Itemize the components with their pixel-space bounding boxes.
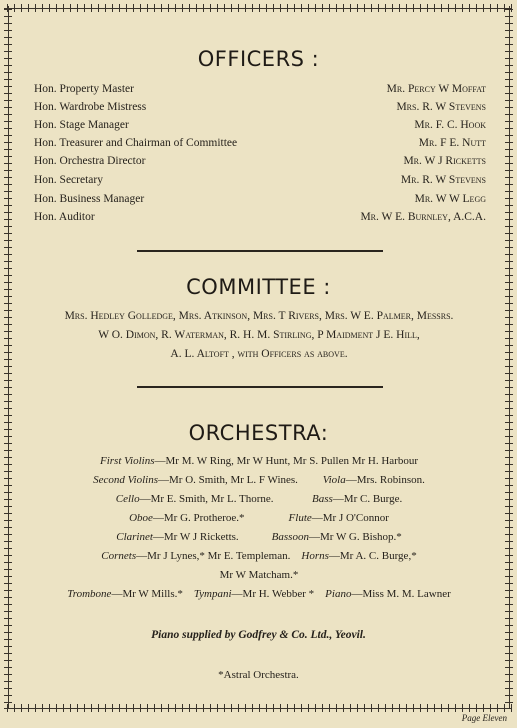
players: —Mr W Mills.* [111,588,183,600]
officer-role: Hon. Secretary [34,174,103,186]
officers-heading: OFFICERS : [197,47,320,71]
officer-role: Hon. Orchestra Director [34,155,146,167]
orchestra-line [20,569,498,581]
players: —Mr J O'Connor [311,512,389,524]
officer-role: Hon. Stage Manager [34,119,129,131]
players: —Miss M. M. Lawner [351,588,451,600]
officer-name: Mr. W J Ricketts [403,155,486,167]
officer-name: Mr. W W Legg [414,193,486,205]
players: —Mr W J Ricketts. [152,531,239,543]
instrument-label: Clarinet [116,531,153,543]
border-left [4,6,12,708]
players: —Mr C. Burge. [332,493,403,505]
instrument-label: Trombone [67,588,112,600]
instrument-label: Oboe [129,512,153,524]
players: —Mr W G. Bishop.* [308,531,402,543]
instrument-label: Flute [288,512,312,524]
orchestra-heading: ORCHESTRA: [188,421,329,445]
officer-name: Mr. W E. Burnley, A.C.A. [360,211,486,223]
instrument-label: Cornets [101,550,137,562]
instrument-label: Bassoon [271,531,309,543]
officer-role: Hon. Property Master [34,83,134,95]
officer-name: Mr. Percy W Moffat [386,83,486,95]
instrument-label: Tympani [193,588,232,600]
piano-supplier-note: Piano supplied by Godfrey & Co. Ltd., Yeovil. [151,629,366,641]
committee-line: A. L. Altoft , with Officers as above. [170,348,348,360]
officer-row [34,119,486,137]
players: Mr W Matcham.* [219,569,299,581]
officer-row [34,101,486,119]
players: —Mr A. C. Burge,* [328,550,417,562]
officer-role: Hon. Business Manager [34,193,145,205]
committee-line: W O. Dimon, R. Waterman, R. H. M. Stirling, P Maidment J E. Hill, [98,329,420,341]
players: —Mr J Lynes,* Mr E. Templeman. [136,550,291,562]
officer-name: Mr. F E. Nutt [418,137,486,149]
officer-row [34,83,486,101]
page-number: Page Eleven [461,713,507,723]
officer-role: Hon. Treasurer and Chairman of Committee [34,137,238,149]
committee-members [30,307,488,364]
officer-role: Hon. Wardrobe Mistress [34,101,147,113]
border-top [4,4,512,12]
officer-role: Hon. Auditor [34,211,95,223]
orchestra-line [20,588,498,600]
instrument-label: Bass [312,493,333,505]
officer-name: Mr. R. W Stevens [400,174,486,186]
orchestra-line [20,550,498,562]
divider-rule [137,250,383,252]
officer-row [34,174,486,192]
players: —Mr M. W Ring, Mr W Hunt, Mr S. Pullen Mr H. Harbour [154,455,418,467]
instrument-label: Horns [301,550,329,562]
committee-heading: COMMITTEE : [186,275,331,299]
astral-footnote: *Astral Orchestra. [218,669,299,681]
players: —Mr O. Smith, Mr L. F Wines. [158,474,298,486]
officer-row [34,137,486,155]
orchestra-line [20,512,498,524]
instrument-label: First Violins [100,455,155,467]
officer-name: Mr. F. C. Hook [414,119,486,131]
instrument-label: Second Violins [93,474,159,486]
officer-row [34,155,486,173]
divider-rule [137,386,383,388]
officer-row [34,211,486,229]
orchestra-line [20,474,498,486]
orchestra-line [20,455,498,467]
instrument-label: Piano [325,588,352,600]
orchestra-line [20,493,498,505]
officer-row [34,193,486,211]
players: —Mrs. Robinson. [345,474,425,486]
players: —Mr H. Webber * [231,588,315,600]
orchestra-line [20,531,498,543]
border-right [505,6,513,708]
committee-line: Mrs. Hedley Golledge, Mrs. Atkinson, Mrs. T Rivers, Mrs. W E. Palmer, Messrs. [64,310,454,322]
officer-name: Mrs. R. W Stevens [396,101,486,113]
border-bottom [4,704,512,712]
instrument-label: Cello [115,493,140,505]
instrument-label: Viola [322,474,346,486]
players: —Mr E. Smith, Mr L. Thorne. [139,493,274,505]
players: —Mr G. Protheroe.* [152,512,245,524]
